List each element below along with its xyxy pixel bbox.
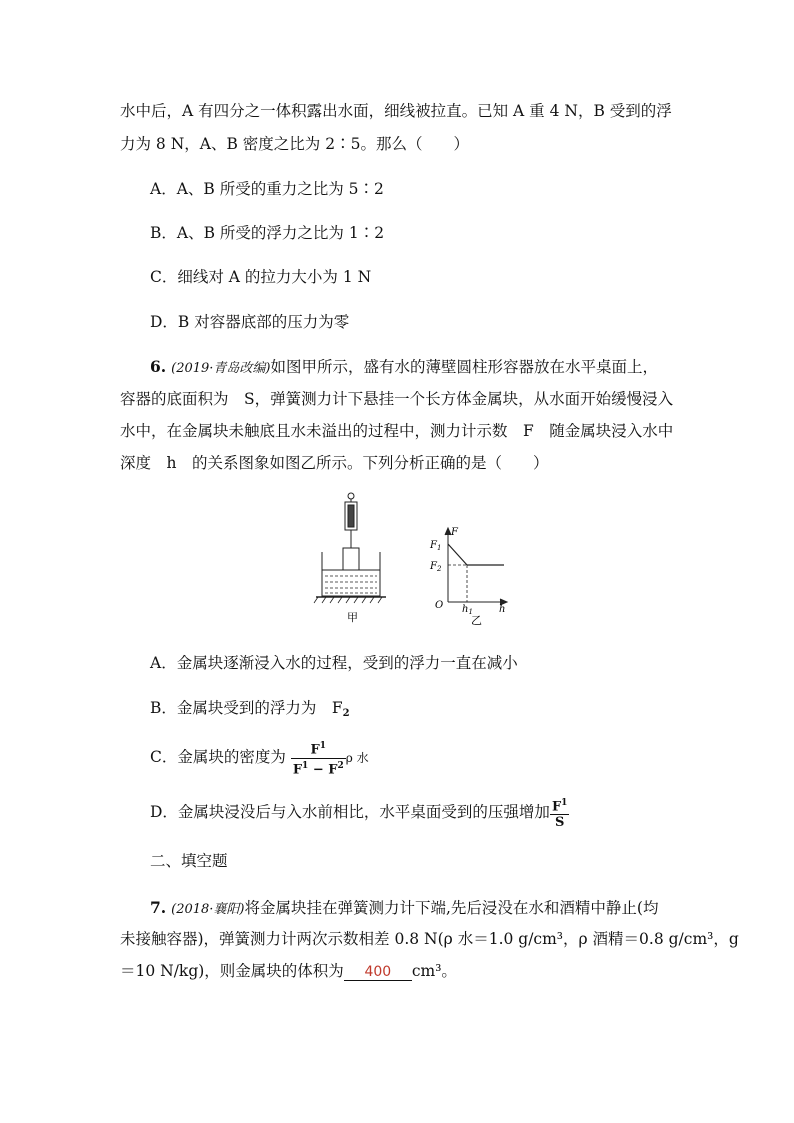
q6-text-1: 如图甲所示，盛有水的薄壁圆柱形容器放在水平桌面上，	[270, 358, 659, 376]
q7-stem-line-3: ＝10 N/kg)，则金属块的体积为 400 cm³。	[120, 962, 457, 980]
q6-option-c: C．金属块的密度为 $\frac{F^1}{F^1 - F^2}$ ρ 水	[150, 741, 369, 777]
q6-number: 6.	[150, 357, 167, 376]
pressure-fraction: $\frac{F^1}{S}$	[551, 797, 568, 831]
q5-option-d: D．B 对容器底部的压力为零	[150, 313, 350, 331]
density-fraction: $\frac{F^1}{F^1 - F^2}$	[292, 741, 344, 777]
jia-label: 甲	[347, 611, 358, 624]
graph-origin-label: O	[435, 600, 444, 611]
q7-answer-blank[interactable]: 400	[344, 964, 412, 981]
q5-option-a: A．A、B 所受的重力之比为 5∶2	[150, 180, 384, 198]
f-h-graph	[445, 528, 507, 605]
yi-label: 乙	[471, 614, 482, 627]
q5-option-b: B．A、B 所受的浮力之比为 1∶2	[150, 224, 385, 242]
q6-figure	[310, 490, 530, 630]
q6-option-b: B．金属块受到的浮力为 $F_2$	[150, 699, 350, 719]
q6-stem-line-4: 深度 h 的关系图象如图乙所示。下列分析正确的是（ ）	[120, 454, 549, 472]
q6-source: (2019·青岛改编)	[171, 361, 271, 376]
graph-h1-label: $h_1$	[462, 604, 473, 616]
q7-stem-line-2: 未接触容器)，弹簧测力计两次示数相差 0.8 N(ρ 水＝1.0 g/cm³，ρ 酒精＝0.8 g/cm³，g	[120, 930, 739, 948]
q6-option-d: D．金属块浸没后与入水前相比，水平桌面受到的压强增加 $\frac{F^1}{S}$	[150, 797, 568, 831]
q7-number: 7.	[150, 898, 167, 917]
q6-stem-line-3: 水中，在金属块未触底且水未溢出的过程中，测力计示数 F 随金属块浸入水中	[120, 422, 674, 440]
q5-text-line-2: 力为 8 N，A、B 密度之比为 2∶5。那么（ ）	[120, 135, 469, 153]
spring-scale-apparatus	[314, 493, 386, 603]
graph-f1-label: $F_1$	[430, 540, 442, 552]
q6-stem-line-1	[150, 357, 658, 379]
q6-stem-line-2: 容器的底面积为 S，弹簧测力计下悬挂一个长方体金属块，从水面开始缓慢浸入	[120, 390, 674, 408]
q7-stem-line-1: 7. (2018·襄阳)将金属块挂在弹簧测力计下端,先后浸没在水和酒精中静止(均	[150, 898, 659, 917]
q5-text-line-1: 水中后，A 有四分之一体积露出水面，细线被拉直。已知 A 重 4 N，B 受到的浮	[120, 102, 672, 120]
graph-axis-f-label: F	[451, 527, 458, 538]
q5-option-c: C．细线对 A 的拉力大小为 1 N	[150, 268, 372, 286]
section-title: 二、填空题	[150, 852, 228, 870]
graph-axis-h-label: h	[499, 604, 506, 615]
graph-f2-label: $F_2$	[430, 561, 442, 573]
q6-option-a: A．金属块逐渐浸入水的过程，受到的浮力一直在减小	[150, 654, 518, 672]
q7-source: (2018·襄阳)	[171, 902, 245, 917]
